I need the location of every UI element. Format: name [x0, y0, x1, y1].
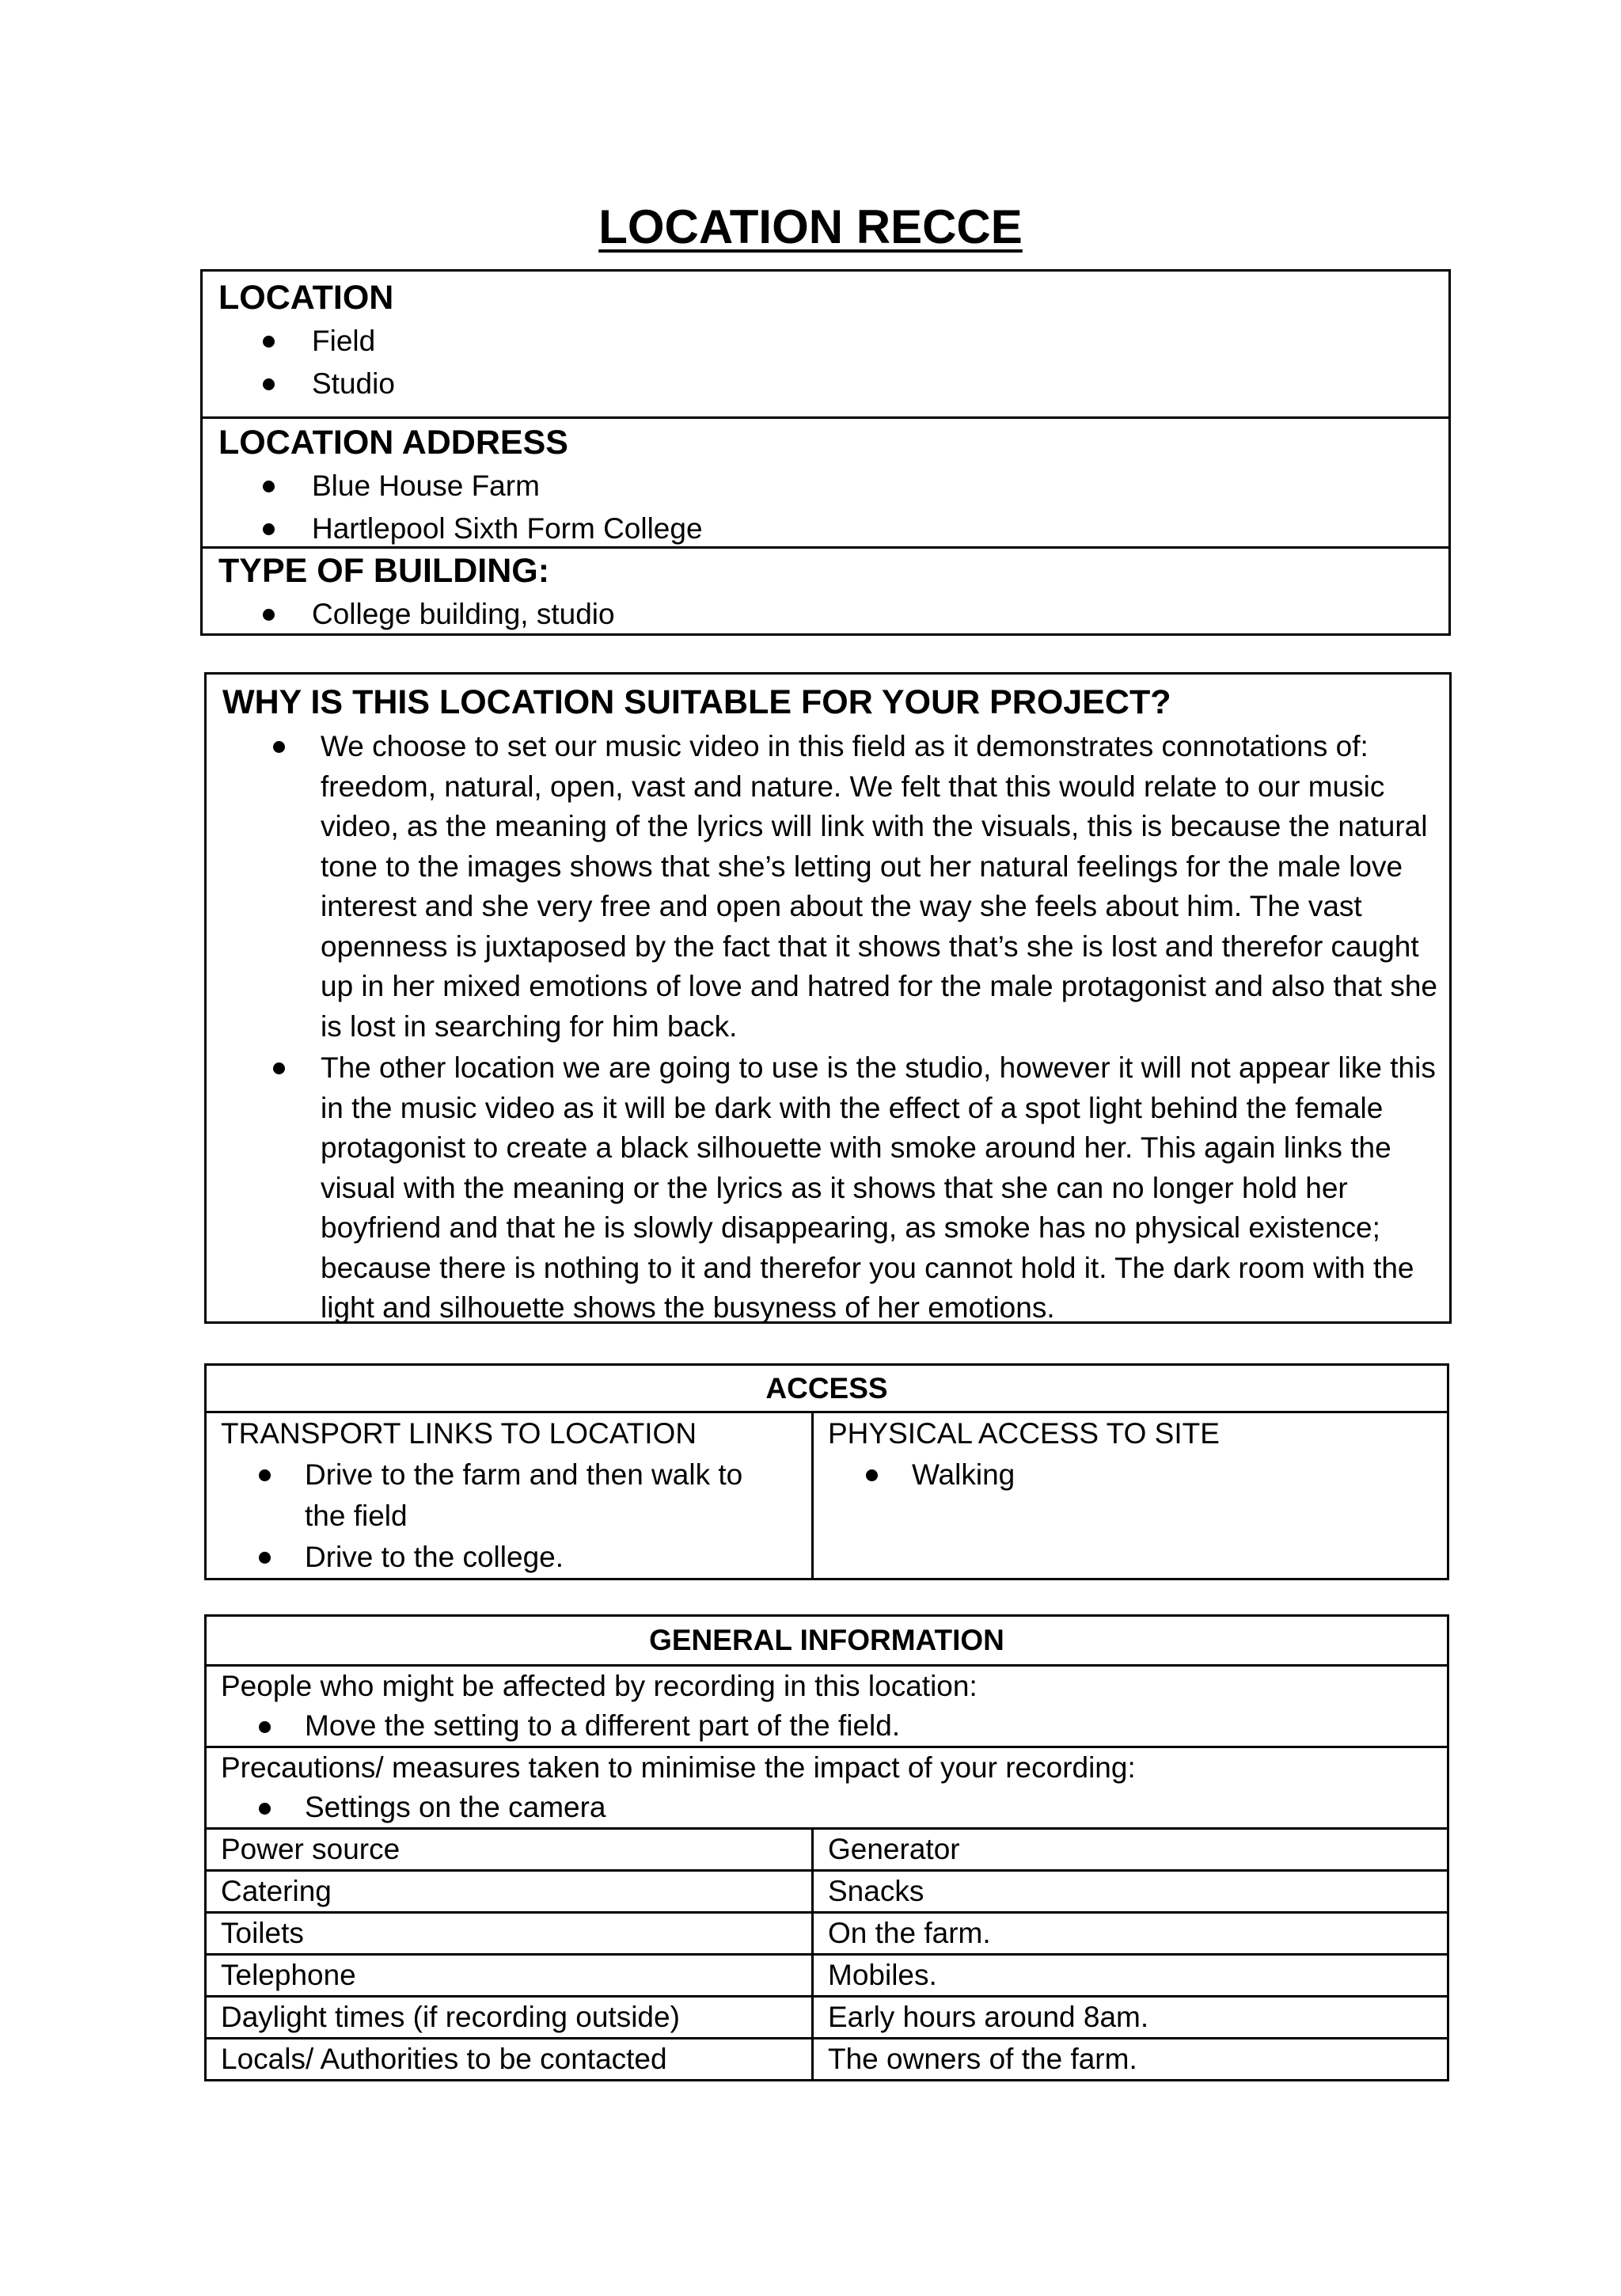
- people-cell: [206, 1666, 1448, 1747]
- transport-cell: [206, 1412, 813, 1579]
- transport-list: [207, 1454, 811, 1578]
- row-label: Telephone: [206, 1955, 813, 1997]
- location-section: [203, 272, 1448, 416]
- address-section: [203, 416, 1448, 546]
- row-value: The owners of the farm.: [813, 2039, 1448, 2081]
- why-heading: WHY IS THIS LOCATION SUITABLE FOR YOUR PROJECT?: [222, 683, 1171, 721]
- row-value: On the farm.: [813, 1913, 1448, 1955]
- list-item: Blue House Farm: [203, 465, 1448, 507]
- list-item: Field: [203, 320, 1448, 363]
- access-heading: ACCESS: [206, 1365, 1448, 1412]
- list-item: Move the setting to a different part of the field.: [207, 1706, 1447, 1746]
- why-box: [204, 672, 1452, 1324]
- table-row: [206, 1829, 1448, 1871]
- row-value: Generator: [813, 1829, 1448, 1871]
- list-item: The other location we are going to use is the studio, however it will not appear like this in the music video as it will be dark with the effect of a spot light behind the female protagonist to create a black silhouette with smoke around her. This again links the visual with the meaning or the lyrics as it shows that she can no longer hold her boyfriend and that he is slowly disappearing, as smoke has no physical existence; because there is nothing to it and therefor you cannot hold it. The dark room with the light and silhouette shows the busyness of her emotions.: [207, 1048, 1449, 1329]
- list-item: Studio: [203, 363, 1448, 405]
- list-item: We choose to set our music video in this field as it demonstrates connotations of: freedom, natural, open, vast and nature. We felt that this would relate to our music video, as the meaning of the lyrics will link with the visuals, this is because the natural tone to the images shows that she’s letting out her natural feelings for the male love interest and she very free and open about the way she feels about him. The vast openness is juxtaposed by the fact that it shows that’s she is lost and therefor caught up in her mixed emotions of love and hatred for the male protagonist and also that she is lost in searching for him back.: [207, 727, 1449, 1047]
- row-label: Locals/ Authorities to be contacted: [206, 2039, 813, 2081]
- general-heading: GENERAL INFORMATION: [206, 1616, 1448, 1666]
- list-item: Settings on the camera: [207, 1788, 1447, 1827]
- location-list: [203, 320, 1448, 405]
- precautions-list: [207, 1788, 1447, 1827]
- list-item: Drive to the college.: [207, 1537, 811, 1578]
- list-item: College building, studio: [203, 593, 1448, 636]
- table-row: [206, 1997, 1448, 2039]
- people-list: [207, 1706, 1447, 1746]
- access-table-wrap: [204, 1363, 1449, 1580]
- table-row: [206, 1955, 1448, 1997]
- row-label: Catering: [206, 1871, 813, 1913]
- physical-cell: [813, 1412, 1448, 1579]
- building-section: [203, 546, 1448, 636]
- building-list: [203, 593, 1448, 636]
- address-list: [203, 465, 1448, 550]
- people-label: People who might be affected by recording in this location:: [221, 1670, 978, 1702]
- row-label: Daylight times (if recording outside): [206, 1997, 813, 2039]
- row-value: Mobiles.: [813, 1955, 1448, 1997]
- list-item: Walking: [814, 1454, 1447, 1496]
- physical-label: PHYSICAL ACCESS TO SITE: [828, 1417, 1220, 1450]
- row-value: Snacks: [813, 1871, 1448, 1913]
- table-row: [206, 1913, 1448, 1955]
- building-heading: TYPE OF BUILDING:: [218, 552, 550, 590]
- physical-list: [814, 1454, 1447, 1496]
- access-table: [204, 1363, 1449, 1580]
- table-row: [206, 2039, 1448, 2081]
- address-heading: LOCATION ADDRESS: [218, 424, 568, 462]
- location-box: [200, 269, 1451, 636]
- general-table: [204, 1614, 1449, 2081]
- row-label: Power source: [206, 1829, 813, 1871]
- list-item: Hartlepool Sixth Form College: [203, 507, 1448, 550]
- table-row: [206, 1871, 1448, 1913]
- location-heading: LOCATION: [218, 279, 394, 317]
- precautions-cell: [206, 1747, 1448, 1829]
- page-title: LOCATION RECCE: [598, 200, 1023, 253]
- row-value: Early hours around 8am.: [813, 1997, 1448, 2039]
- precautions-label: Precautions/ measures taken to minimise the impact of your recording:: [221, 1751, 1136, 1784]
- list-item: Drive to the farm and then walk to the field: [207, 1454, 811, 1537]
- transport-label: TRANSPORT LINKS TO LOCATION: [221, 1417, 697, 1450]
- general-table-wrap: [204, 1614, 1449, 2081]
- row-label: Toilets: [206, 1913, 813, 1955]
- why-list: [207, 727, 1449, 1329]
